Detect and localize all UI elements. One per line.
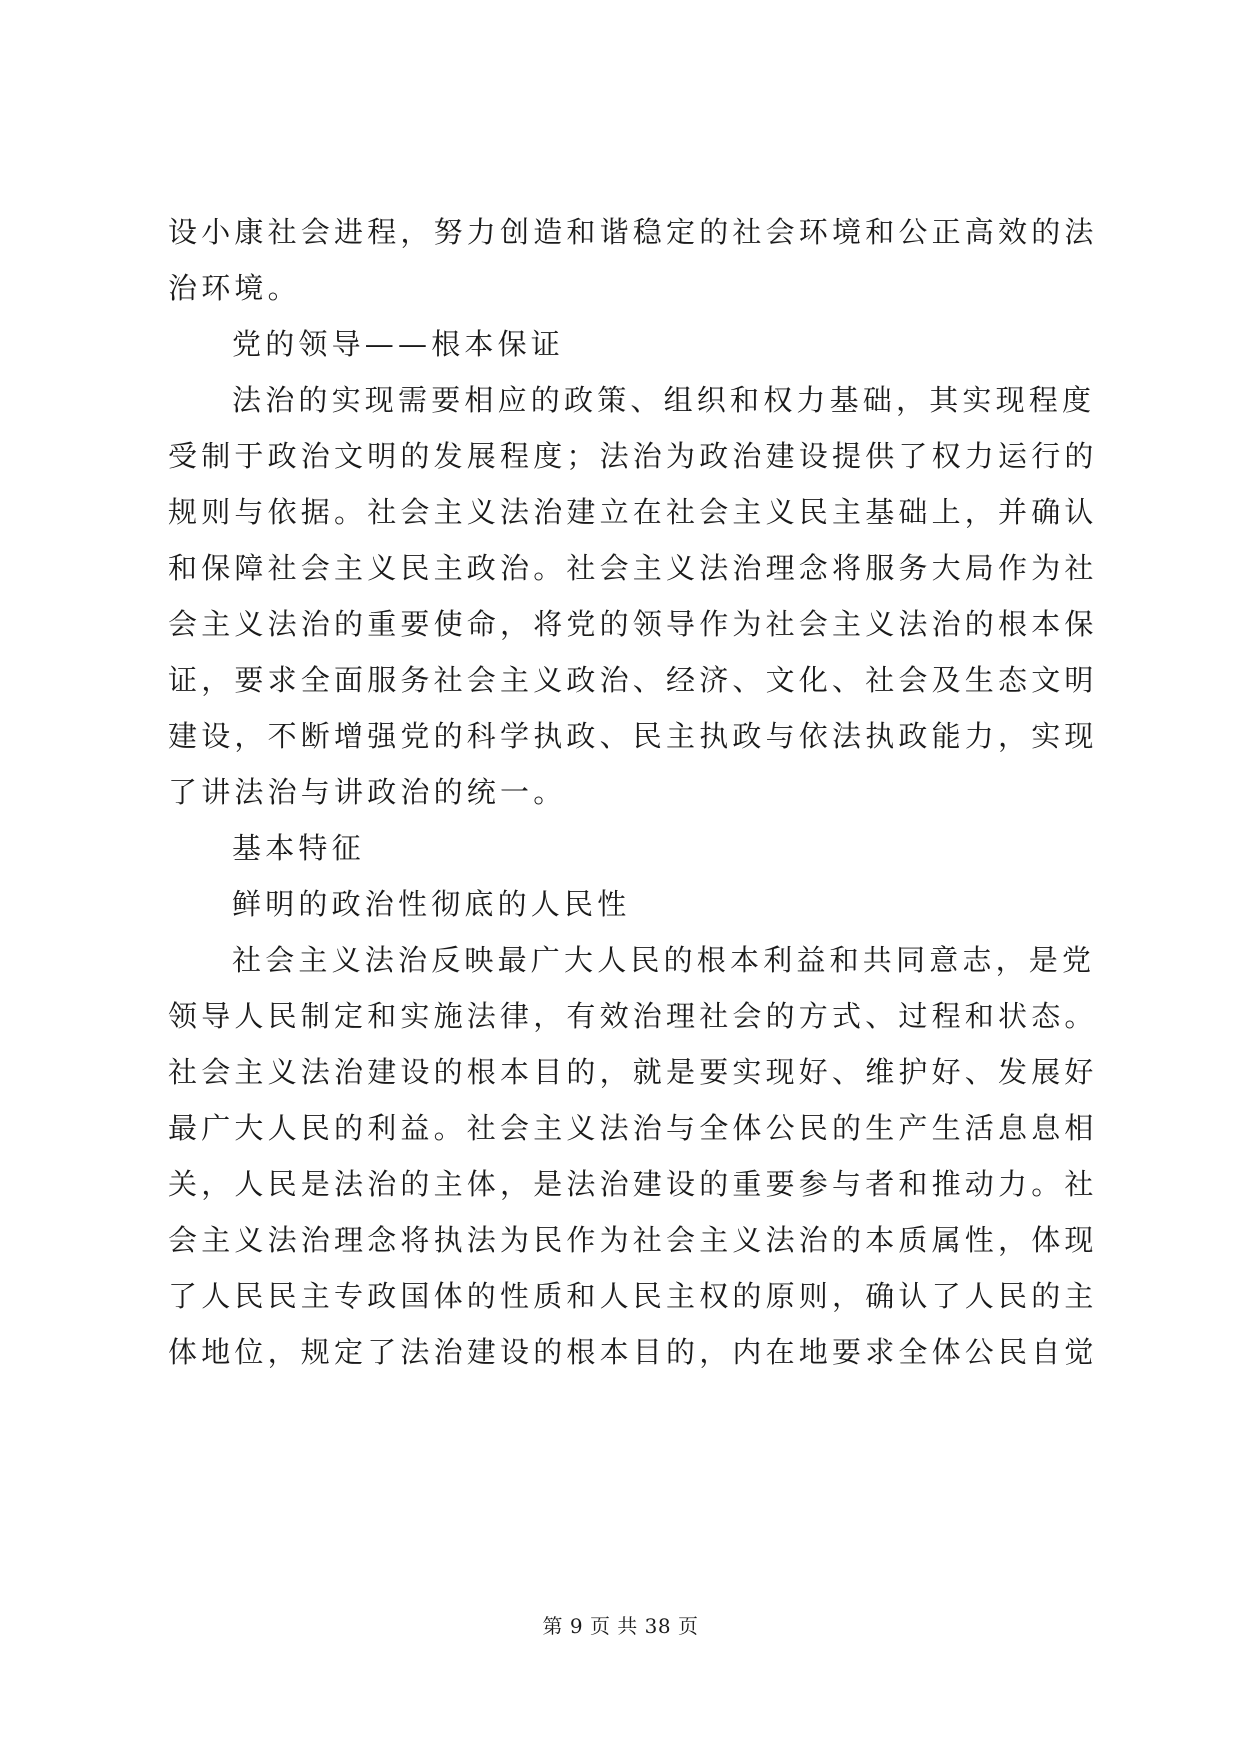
body-text-line: 社会主义法治反映最广大人民的根本利益和共同意志，是党 xyxy=(232,943,1096,977)
body-text-line: 和保障社会主义民主政治。社会主义法治理念将服务大局作为社 xyxy=(168,551,1098,585)
body-text-line: 体地位，规定了法治建设的根本目的，内在地要求全体公民自觉 xyxy=(168,1335,1098,1369)
body-text-line: 设小康社会进程，努力创造和谐稳定的社会环境和公正高效的法 xyxy=(168,215,1098,249)
body-text-line: 社会主义法治建设的根本目的，就是要实现好、维护好、发展好 xyxy=(168,1055,1098,1089)
section-subheading: 鲜明的政治性彻底的人民性 xyxy=(232,887,631,921)
body-text-line: 法治的实现需要相应的政策、组织和权力基础，其实现程度 xyxy=(232,383,1096,417)
body-text-line: 关，人民是法治的主体，是法治建设的重要参与者和推动力。社 xyxy=(168,1167,1098,1201)
body-text-line: 领导人民制定和实施法律，有效治理社会的方式、过程和状态。 xyxy=(168,999,1098,1033)
body-text-line: 会主义法治的重要使命，将党的领导作为社会主义法治的根本保 xyxy=(168,607,1098,641)
body-text-line: 治环境。 xyxy=(168,271,301,305)
body-text-line: 最广大人民的利益。社会主义法治与全体公民的生产生活息息相 xyxy=(168,1111,1098,1145)
body-text-line: 会主义法治理念将执法为民作为社会主义法治的本质属性，体现 xyxy=(168,1223,1098,1257)
body-text-line: 规则与依据。社会主义法治建立在社会主义民主基础上，并确认 xyxy=(168,495,1098,529)
section-heading: 基本特征 xyxy=(232,831,365,865)
section-heading: 党的领导——根本保证 xyxy=(232,327,565,361)
body-text-line: 受制于政治文明的发展程度；法治为政治建设提供了权力运行的 xyxy=(168,439,1098,473)
body-text-line: 证，要求全面服务社会主义政治、经济、文化、社会及生态文明 xyxy=(168,663,1098,697)
page-footer: 第 9 页 共 38 页 xyxy=(542,1614,699,1638)
body-text-line: 了人民民主专政国体的性质和人民主权的原则，确认了人民的主 xyxy=(168,1279,1098,1313)
body-text-line: 了讲法治与讲政治的统一。 xyxy=(168,775,567,809)
body-text-line: 建设，不断增强党的科学执政、民主执政与依法执政能力，实现 xyxy=(168,719,1098,753)
